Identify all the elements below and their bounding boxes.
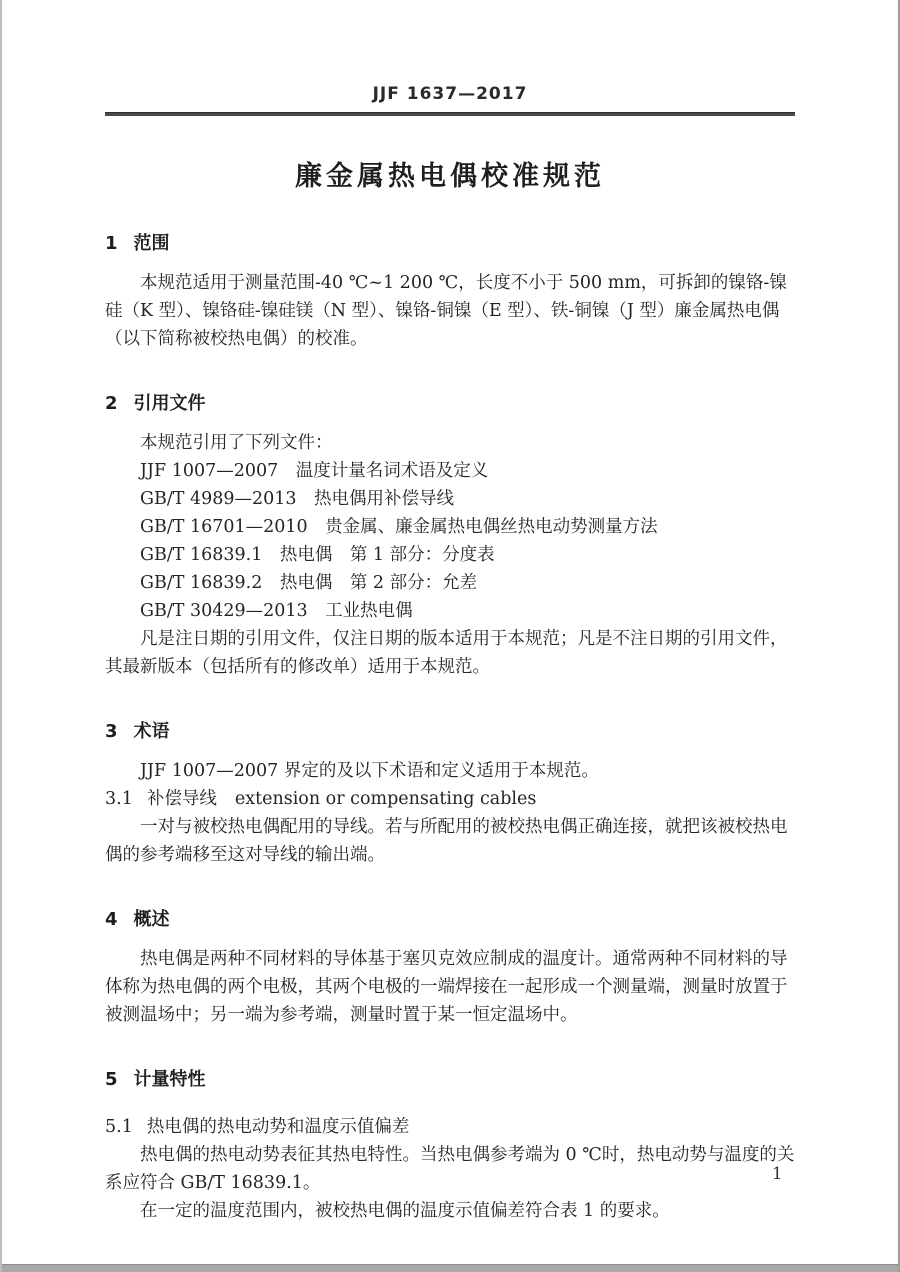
reference-item: GB/T 16839.2 热电偶 第 2 部分：允差	[140, 573, 478, 593]
header-rule	[105, 112, 795, 116]
section-heading	[105, 717, 795, 743]
paragraph: 本规范适用于测量范围-40 ℃~1 200 ℃，长度不小于 500 mm，可拆卸的镍铬-镍硅（K 型）、镍铬硅-镍硅镁（N 型）、镍铬-铜镍（E 型）、铁-铜镍（J 型）廉金属热电偶（以下简称被校热电偶）的校准。	[105, 273, 787, 349]
term-name-cn: 补偿导线	[146, 789, 217, 809]
term-definition: 一对与被校热电偶配用的导线。若与所配用的被校热电偶正确连接，就把该被校热电偶的参考端移至这对导线的输出端。	[105, 817, 788, 865]
section-scope	[105, 229, 795, 353]
section-number: 3	[105, 721, 118, 742]
section-heading-label: 术语	[133, 721, 170, 742]
references-intro: 本规范引用了下列文件：	[140, 433, 333, 453]
section-number: 2	[105, 393, 118, 414]
section-number: 1	[105, 233, 118, 254]
section-number: 4	[105, 909, 118, 930]
section-heading-label: 范围	[133, 233, 170, 254]
terminology-intro: JJF 1007—2007 界定的及以下术语和定义适用于本规范。	[140, 761, 599, 781]
section-heading-label: 计量特性	[133, 1069, 206, 1090]
section-references	[105, 389, 795, 681]
subsection-number: 5.1	[105, 1117, 133, 1137]
paragraph: 热电偶是两种不同材料的导体基于塞贝克效应制成的温度计。通常两种不同材料的导体称为热电偶的两个电极，其两个电极的一端焊接在一起形成一个测量端，测量时放置于被测温场中；另一端为参考端，测量时置于某一恒定温场中。	[105, 949, 788, 1025]
section-metrological-characteristics	[105, 1065, 795, 1225]
reference-item: JJF 1007—2007 温度计量名词术语及定义	[140, 461, 489, 481]
section-heading	[105, 229, 795, 255]
reference-item: GB/T 4989—2013 热电偶用补偿导线	[140, 489, 455, 509]
term-name-en: extension or compensating cables	[234, 789, 537, 809]
section-terminology	[105, 717, 795, 869]
term-entry	[105, 785, 795, 813]
references-outro: 凡是注日期的引用文件，仅注日期的版本适用于本规范；凡是不注日期的引用文件，其最新版本（包括所有的修改单）适用于本规范。	[105, 629, 788, 677]
doc-header	[105, 0, 795, 104]
section-heading	[105, 389, 795, 415]
reference-item: GB/T 16701—2010 贵金属、廉金属热电偶丝热电动势测量方法	[140, 517, 658, 537]
term-number: 3.1	[105, 789, 133, 809]
scan-bottom-edge	[2, 1264, 898, 1272]
doc-title: 廉金属热电偶校准规范	[295, 161, 605, 192]
section-overview	[105, 905, 795, 1029]
section-heading	[105, 1065, 795, 1091]
page-number: 1	[772, 1164, 783, 1183]
section-heading-label: 概述	[133, 909, 170, 930]
doc-code: JJF 1637—2017	[372, 84, 528, 104]
reference-item: GB/T 16839.1 热电偶 第 1 部分：分度表	[140, 545, 495, 565]
subsection-heading	[105, 1113, 795, 1141]
section-number: 5	[105, 1069, 118, 1090]
section-heading-label: 引用文件	[133, 393, 206, 414]
page-content	[2, 0, 898, 1225]
reference-item: GB/T 30429—2013 工业热电偶	[140, 601, 413, 621]
section-heading	[105, 905, 795, 931]
paragraph: 在一定的温度范围内，被校热电偶的温度示值偏差符合表 1 的要求。	[140, 1201, 670, 1221]
subsection-title: 热电偶的热电动势和温度示值偏差	[146, 1117, 410, 1137]
paragraph: 热电偶的热电动势表征其热电特性。当热电偶参考端为 0 ℃时，热电动势与温度的关系应符合 GB/T 16839.1。	[105, 1145, 795, 1193]
